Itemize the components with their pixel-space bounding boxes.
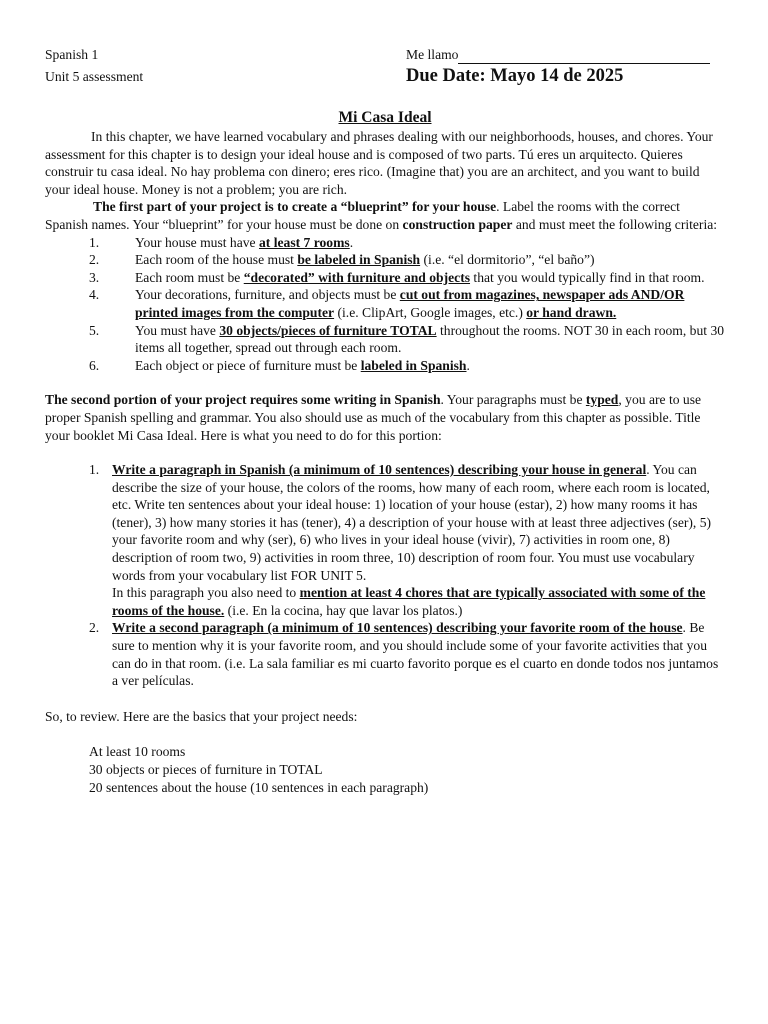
criteria-item: [45, 286, 725, 321]
typed-emphasis: typed: [585, 392, 619, 408]
header: [45, 46, 725, 90]
criteria-emphasis: 30 objects/pieces of furniture TOTAL: [219, 322, 437, 338]
criteria-item: [45, 357, 725, 375]
spacer: [45, 690, 725, 708]
part2-paragraph: [45, 391, 725, 444]
criteria-list: [45, 234, 725, 375]
page-title: Mi Casa Ideal: [338, 109, 432, 126]
due-date: Due Date: Mayo 14 de 2025: [406, 66, 624, 86]
writing-emphasis: Write a paragraph in Spanish (a minimum of 10 sentences) describing your house in general: [112, 462, 647, 478]
unit-label: Unit 5 assessment: [45, 69, 144, 84]
chores-text: In this paragraph you also need to: [112, 585, 300, 601]
criteria-number: 6.: [89, 357, 100, 373]
name-label: Me llamo: [406, 47, 459, 62]
criteria-emphasis: at least 7 rooms: [258, 234, 350, 250]
review-item: At least 10 rooms: [89, 744, 186, 760]
part1-text-b: and must meet the following criteria:: [512, 216, 718, 232]
criteria-item: [45, 251, 725, 269]
criteria-text: Each room must be: [135, 269, 244, 285]
course-label: Spanish 1: [45, 47, 99, 62]
criteria-text: Your house must have: [135, 234, 259, 250]
part2-text-a: . Your paragraphs must be: [440, 392, 586, 408]
chores-example: (i.e. En la cocina, hay que lavar los platos.): [224, 602, 463, 618]
criteria-text: You must have: [135, 322, 220, 338]
review-intro: So, to review. Here are the basics that your project needs:: [45, 708, 358, 724]
writing-number: 2.: [89, 620, 100, 636]
writing-text: . Be sure to mention why it is your favorite room, and you should include some of your favorite activities that you can do in that room. (i.e. La sala familiar es mi cuarto favorito porque es el cuarto en donde todos nos juntamos a ver películas.: [112, 620, 719, 689]
part1-text-a: . Label the rooms with the correct Spanish names. Your “blueprint” for your house must be done on: [45, 199, 680, 232]
criteria-text: Each object or piece of furniture must be: [135, 357, 361, 373]
writing-text: . You can describe the size of your house, the colors of the rooms, how many of each room, where each room is located, etc. Write ten sentences about your ideal house: 1) location of your house (estar), 2) how many rooms it has (tener), 3) how many stories it has (tener), 4) a description of your house with at least three adjectives (ser), 5) your favorite room and why (ser), 6) who lives in your ideal house (vivir), 7) activities in room one, 8) description of room two, 9) activities in room three, 10) description of room four. You must use vocabulary words from your vocabulary list FOR UNIT 5.: [112, 462, 712, 583]
criteria-text: .: [349, 234, 354, 250]
criteria-emphasis: cut out from magazines, newspaper ads AND/OR printed images from the computer: [135, 287, 685, 320]
criteria-number: 3.: [89, 269, 100, 285]
criteria-emphasis: labeled in Spanish: [360, 357, 467, 373]
review-item: 20 sentences about the house (10 sentences in each paragraph): [89, 779, 429, 795]
intro-paragraph: In this chapter, we have learned vocabulary and phrases dealing with our neighborhoods, houses, and chores. Your assessment for this chapter is to design your ideal house and is composed of two parts. Tú eres un arquitecto. Quieres construir tu casa ideal. No hay problema con dinero; eres rico. (Imagine that) you are an architect, and you want to build your ideal house. Money is not a problem; you are rich.: [45, 129, 713, 197]
document-page: [45, 46, 725, 796]
criteria-number: 4.: [89, 287, 100, 303]
criteria-number: 1.: [89, 234, 100, 250]
name-blank-line: [458, 49, 710, 64]
writing-item-text: [112, 461, 725, 584]
writing-emphasis: Write a second paragraph (a minimum of 10 sentences) describing your favorite room of the house: [112, 620, 683, 636]
criteria-emphasis: be labeled in Spanish: [297, 252, 421, 268]
criteria-text: that you would typically find in that room.: [470, 269, 705, 285]
spacer: [45, 444, 725, 461]
criteria-text: (i.e. “el dormitorio”, “el baño”): [420, 252, 595, 268]
part1-paragraph: [45, 198, 725, 233]
criteria-number: 5.: [89, 322, 100, 338]
writing-item: [45, 619, 725, 689]
criteria-emphasis: “decorated” with furniture and objects: [243, 269, 471, 285]
writing-item: [45, 461, 725, 619]
chores-emphasis: mention at least 4 chores that are typically associated with some of the rooms of the house.: [112, 585, 706, 618]
criteria-emphasis: or hand drawn.: [526, 304, 617, 320]
criteria-text: (i.e. ClipArt, Google images, etc.): [334, 304, 527, 320]
criteria-number: 2.: [89, 252, 100, 268]
criteria-text: Each room of the house must: [135, 252, 298, 268]
criteria-text: throughout the rooms. NOT 30 in each room, but 30 items all together, spread out through each room.: [135, 322, 725, 356]
construction-paper-text: construction paper: [402, 216, 513, 232]
name-field: [406, 46, 710, 64]
part1-lead: The first part of your project is to create a “blueprint” for your house: [93, 199, 497, 215]
criteria-text: .: [466, 357, 470, 373]
criteria-text: Your decorations, furniture, and objects must be: [135, 287, 400, 303]
criteria-item: [45, 322, 725, 357]
chores-requirement: [112, 584, 725, 619]
criteria-item: [45, 234, 725, 252]
criteria-item: [45, 269, 725, 287]
writing-item-text: [112, 619, 725, 689]
spacer: [45, 374, 725, 391]
part2-lead: The second portion of your project requires some writing in Spanish: [45, 392, 441, 408]
review-list: [45, 743, 725, 796]
review-item: 30 objects or pieces of furniture in TOTAL: [89, 762, 323, 777]
part2-text-b: , you are to use proper Spanish spelling and grammar. You also should use as much of the vocabulary from this chapter as possible. Title your booklet Mi Casa Ideal. Here is what you need to do for this portion:: [45, 392, 702, 443]
writing-number: 1.: [89, 462, 100, 478]
spacer: [45, 725, 725, 743]
writing-list: [45, 461, 725, 690]
